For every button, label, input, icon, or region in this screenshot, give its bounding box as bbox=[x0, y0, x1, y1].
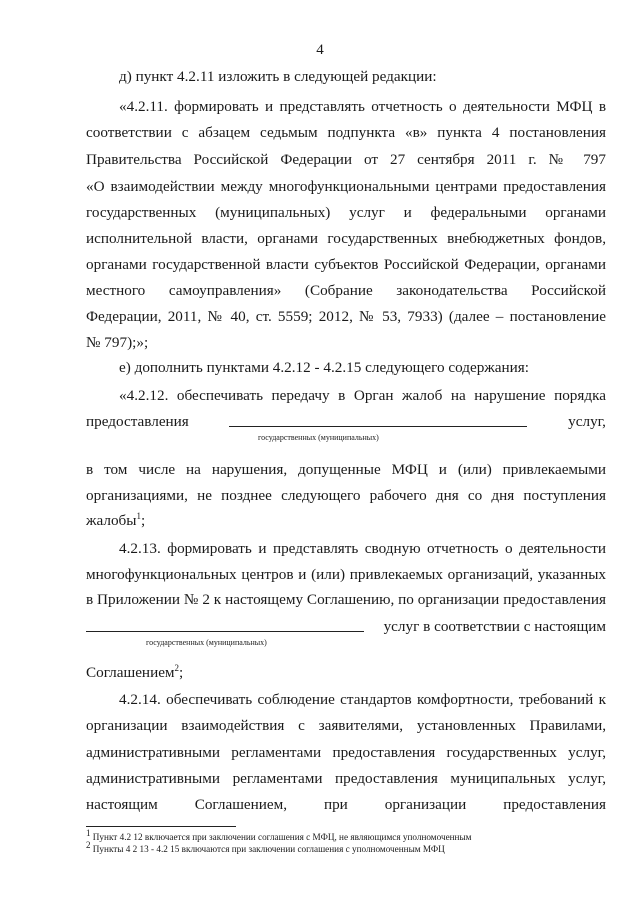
blank-field-2[interactable] bbox=[86, 617, 364, 632]
text-line-agreement: Соглашением$^2$; bbox=[86, 662, 184, 681]
text-line: многофункциональных центров и (или) привлекаемых организаций, указанных bbox=[86, 566, 606, 583]
text-line: «4.2.11. формировать и представлять отчетность о деятельности МФЦ в bbox=[119, 98, 606, 115]
text-line: государственных (муниципальных) услуг и федеральными органами bbox=[86, 204, 606, 221]
text-line: Правительства Российской Федерации от 27 сентября 2011 г. № 797 bbox=[86, 151, 606, 168]
text-line: в Приложении № 2 к настоящему Соглашению, по организации предоставления bbox=[86, 591, 606, 608]
word-provision: предоставления bbox=[86, 413, 189, 430]
text-line: административными регламентами предоставления муниципальных услуг, bbox=[86, 770, 606, 787]
page-number: 4 bbox=[316, 42, 324, 58]
footnote-separator bbox=[86, 826, 236, 827]
footnote-2: $^2$ Пункты 4 2 13 - 4.2 15 включаются при заключении соглашения с уполномоченным МФЦ bbox=[86, 839, 445, 854]
text-line: органами государственной власти субъектов Российской Федерации, органами bbox=[86, 256, 606, 273]
footnote-ref-2[interactable]: 2 bbox=[174, 662, 180, 673]
paragraph-4-2-12: «4.2.12. обеспечивать передачу в Орган жалоб на нарушение порядка bbox=[119, 387, 606, 404]
paragraph-4-2-13: 4.2.13. формировать и представлять сводную отчетность о деятельности bbox=[119, 540, 606, 557]
paragraph-e: е) дополнить пунктами 4.2.12 - 4.2.15 следующего содержания: bbox=[119, 359, 530, 376]
text-line: административными регламентами предоставления государственных услуг, bbox=[86, 744, 606, 761]
services-tail: услуг в соответствии с настоящим bbox=[383, 618, 606, 635]
text-line: в том числе на нарушения, допущенные МФЦ и (или) привлекаемыми bbox=[86, 461, 606, 478]
text-line: настоящим Соглашением, при организации предоставления bbox=[86, 796, 606, 813]
footnote-1: $^1$ Пункт 4.2 12 включается при заключении соглашения с МФЦ, не являющимся уполномоченным bbox=[86, 827, 472, 842]
paragraph-d: д) пункт 4.2.11 изложить в следующей редакции: bbox=[119, 68, 437, 85]
text-line: соответствии с абзацем седьмым подпункта «в» пункта 4 постановления bbox=[86, 124, 606, 141]
text-line: местного самоуправления» (Собрание законодательства Российской bbox=[86, 282, 606, 299]
blank-field-1[interactable] bbox=[229, 412, 527, 427]
text-line-complaints: жалобы$^1$; bbox=[86, 510, 146, 529]
footnote-ref-1[interactable]: 1 bbox=[136, 510, 141, 521]
blank-caption-1: государственных (муниципальных) bbox=[258, 433, 379, 442]
blank-caption-2: государственных (муниципальных) bbox=[146, 638, 267, 647]
fill-in-line-1 bbox=[86, 412, 606, 432]
text-line: Федерации, 2011, № 40, ст. 5559; 2012, № 53, 7933) (далее – постановление bbox=[86, 308, 606, 325]
text-line: исполнительной власти, органами государственных внебюджетных фондов, bbox=[86, 230, 606, 247]
text-line: № 797);»; bbox=[86, 334, 149, 351]
fill-in-line-2 bbox=[86, 617, 606, 637]
word-services: услуг, bbox=[568, 413, 606, 430]
paragraph-4-2-14: 4.2.14. обеспечивать соблюдение стандартов комфортности, требований к bbox=[119, 691, 606, 708]
text-line: организациями, не позднее следующего рабочего дня со дня поступления bbox=[86, 487, 606, 504]
text-line: организации взаимодействия с заявителями, установленных Правилами, bbox=[86, 717, 606, 734]
text-line: «О взаимодействии между многофункциональными центрами предоставления bbox=[86, 178, 606, 195]
